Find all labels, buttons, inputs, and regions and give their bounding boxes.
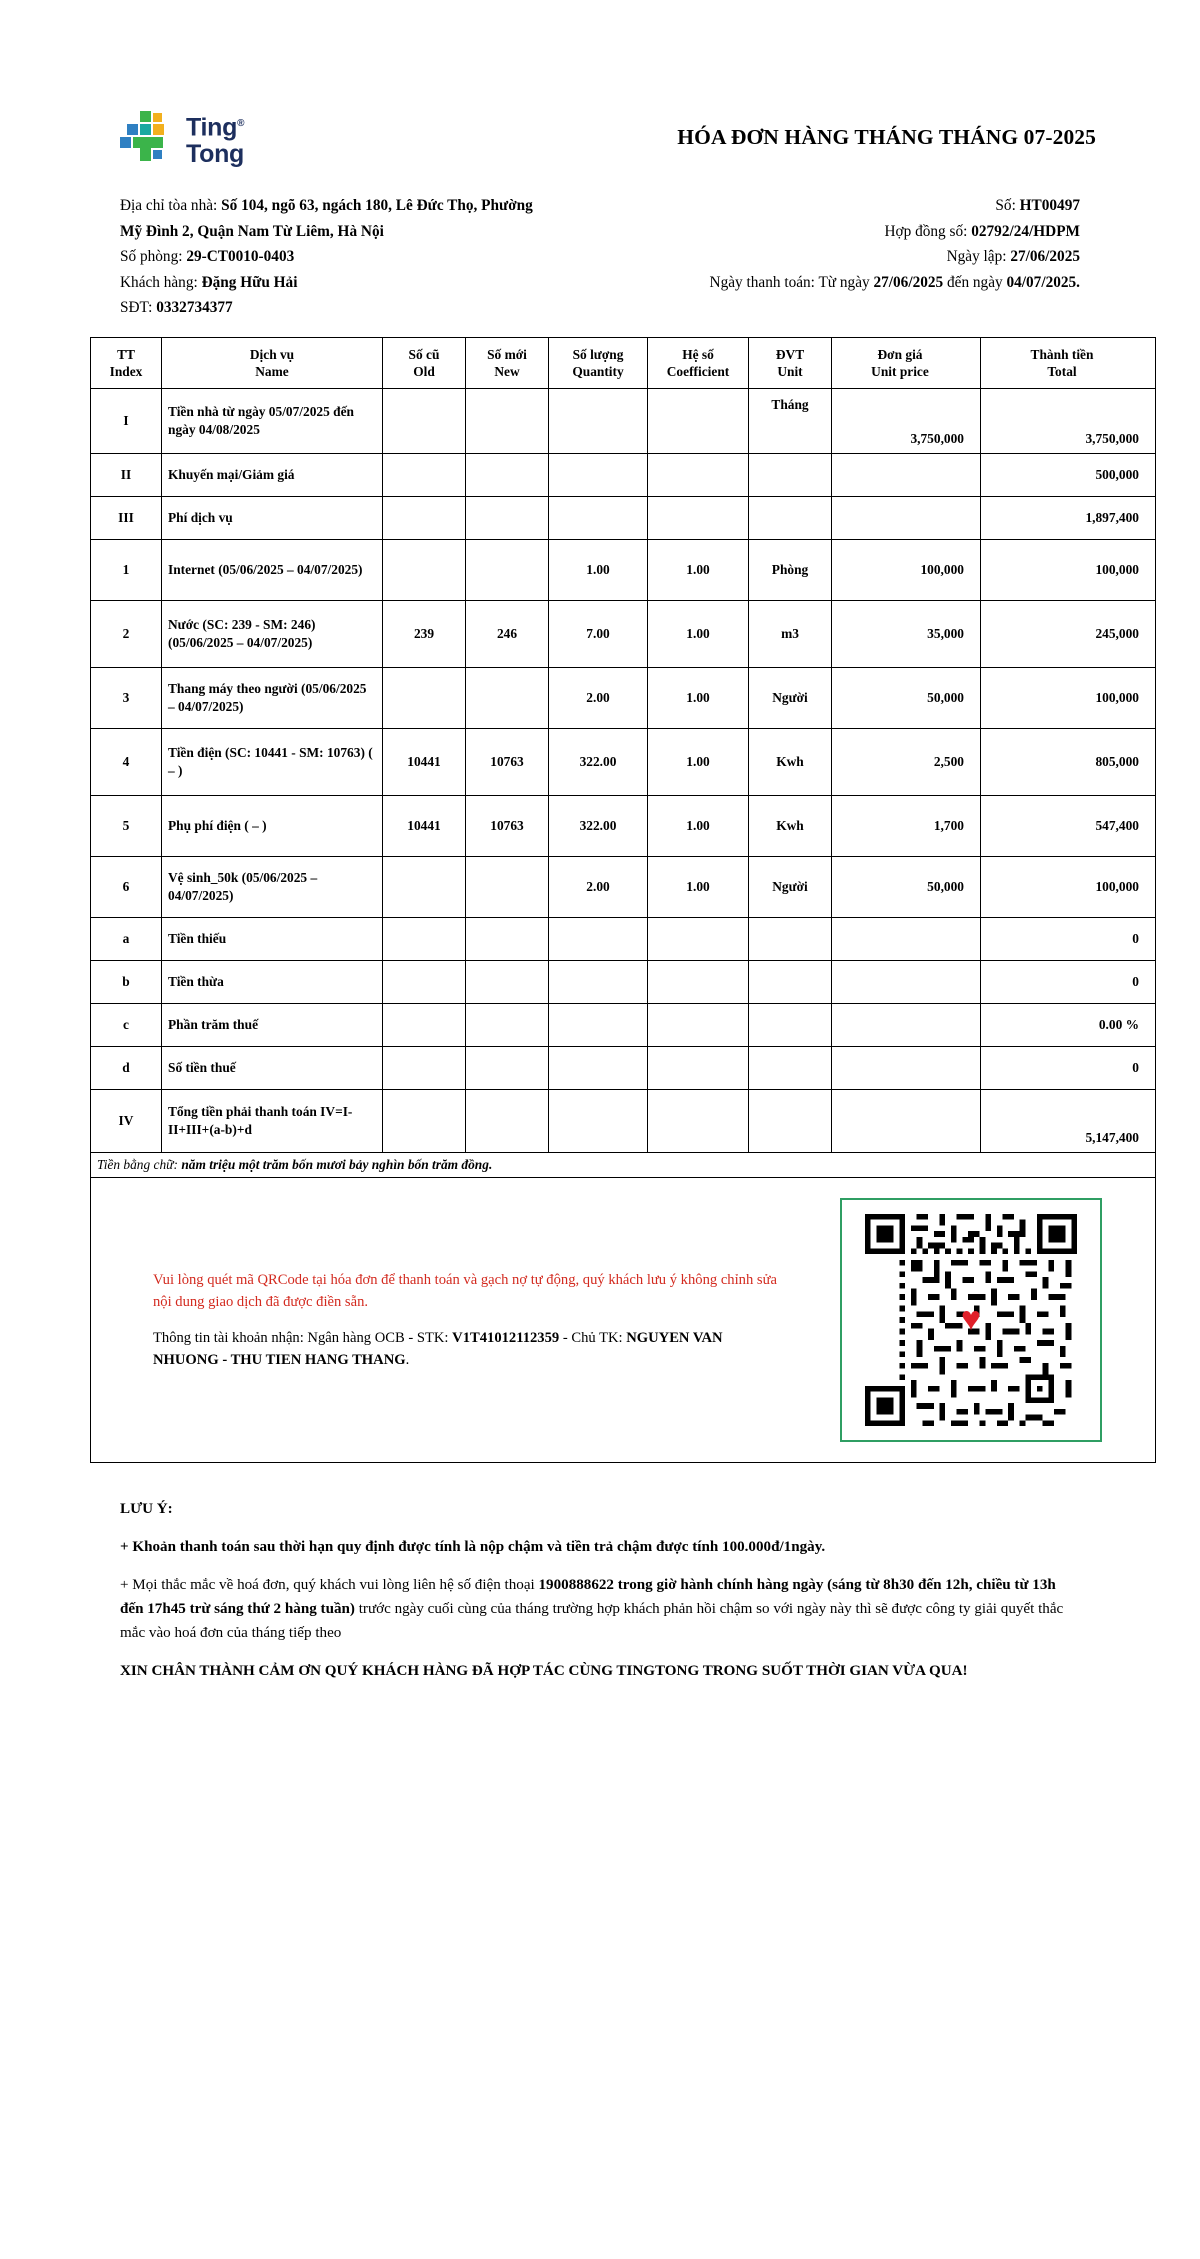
col-old-l2: Old <box>413 363 435 379</box>
row-name: Số tiền thuế <box>162 1046 383 1089</box>
col-quantity-l1: Số lượng <box>572 346 624 362</box>
row-old: 10441 <box>383 795 466 856</box>
row-index: b <box>91 960 162 1003</box>
row-unit: Phòng <box>749 539 832 600</box>
row-name: Phụ phí điện ( – ) <box>162 795 383 856</box>
col-new-l2: New <box>494 363 520 379</box>
col-total-l2: Total <box>1047 363 1077 379</box>
row-unit <box>749 960 832 1003</box>
col-new <box>466 337 549 388</box>
page-title: HÓA ĐƠN HÀNG THÁNG THÁNG 07-2025 <box>677 125 1096 149</box>
row-index: 3 <box>91 667 162 728</box>
qr-payment-cell <box>91 1177 1156 1462</box>
col-old-l1: Số cũ <box>408 346 440 362</box>
row-qty <box>549 1089 648 1152</box>
row-total: 0 <box>981 1046 1156 1089</box>
table-row <box>91 856 1156 917</box>
contract-number-label: Hợp đồng số: <box>884 222 968 240</box>
qr-payment-row <box>91 1177 1156 1462</box>
brand-name-line2: Tong <box>186 139 245 168</box>
col-new-l1: Số mới <box>487 346 527 362</box>
row-unit <box>749 453 832 496</box>
row-old <box>383 667 466 728</box>
row-old <box>383 917 466 960</box>
table-row <box>91 728 1156 795</box>
row-qty: 7.00 <box>549 600 648 667</box>
bank-info-suffix: . <box>405 1351 410 1368</box>
row-unit: Kwh <box>749 728 832 795</box>
table-row <box>91 539 1156 600</box>
payment-period-mid: đến ngày <box>947 273 1003 291</box>
footer-note-contact-c: trước ngày cuối cùng của tháng trường hợp khách phản hồi chậm so với ngày này thì sẽ được công ty giải quyết thắc mắc vào hoá đơn của tháng tiếp theo <box>120 1600 1064 1641</box>
row-qty: 1.00 <box>549 539 648 600</box>
row-price: 35,000 <box>832 600 981 667</box>
customer-name <box>120 270 297 296</box>
row-coef <box>648 388 749 453</box>
table-row <box>91 388 1156 453</box>
col-unit-price-l2: Unit price <box>871 363 929 379</box>
col-index <box>91 337 162 388</box>
row-name: Khuyến mại/Giảm giá <box>162 453 383 496</box>
col-name-l2: Name <box>255 363 289 379</box>
row-new <box>466 917 549 960</box>
footer-note-late-fee: + Khoản thanh toán sau thời hạn quy định được tính là nộp chậm và tiền trả chậm được tính 100.000đ/1ngày. <box>120 1538 826 1555</box>
row-index: 4 <box>91 728 162 795</box>
row-index: 6 <box>91 856 162 917</box>
row-old <box>383 496 466 539</box>
row-coef <box>648 496 749 539</box>
row-old <box>383 1089 466 1152</box>
table-row <box>91 795 1156 856</box>
footer-note-contact <box>120 1573 1080 1645</box>
row-old <box>383 856 466 917</box>
room-number <box>120 244 294 270</box>
col-unit-l1: ĐVT <box>775 346 805 362</box>
qr-code-container <box>811 1182 1149 1458</box>
row-new: 246 <box>466 600 549 667</box>
col-name <box>162 337 383 388</box>
row-price <box>832 960 981 1003</box>
invoice-header <box>90 105 1110 167</box>
row-new <box>466 496 549 539</box>
bank-account-holder: NGUYEN VAN NHUONG - THU TIEN HANG THANG <box>153 1329 723 1368</box>
footer-thanks: XIN CHÂN THÀNH CẢM ƠN QUÝ KHÁCH HÀNG ĐÃ HỢP TÁC CÙNG TINGTONG TRONG SUỐT THỜI GIAN VỪA QUA! <box>120 1662 968 1679</box>
row-coef: 1.00 <box>648 795 749 856</box>
col-coefficient-l2: Coefficient <box>666 363 730 379</box>
row-new: 10763 <box>466 795 549 856</box>
row-index: 2 <box>91 600 162 667</box>
row-index: 5 <box>91 795 162 856</box>
row-new <box>466 453 549 496</box>
row-name: Tiền nhà từ ngày 05/07/2025 đến ngày 04/08/2025 <box>162 388 383 453</box>
row-new <box>466 1003 549 1046</box>
customer-name-value: Đặng Hữu Hải <box>201 273 298 291</box>
row-total: 0.00 % <box>981 1003 1156 1046</box>
row-coef <box>648 1003 749 1046</box>
row-old <box>383 1003 466 1046</box>
qr-code-image[interactable] <box>865 1214 1077 1426</box>
row-price: 2,500 <box>832 728 981 795</box>
row-unit: Tháng <box>749 388 832 453</box>
customer-phone <box>120 295 233 321</box>
row-coef: 1.00 <box>648 600 749 667</box>
row-old: 10441 <box>383 728 466 795</box>
row-new <box>466 539 549 600</box>
row-total: 5,147,400 <box>981 1089 1156 1152</box>
bank-info-prefix: Thông tin tài khoản nhận: Ngân hàng OCB - STK: <box>153 1329 449 1346</box>
room-number-value: 29-CT0010-0403 <box>186 248 295 265</box>
hotline-number: 1900888622 <box>538 1576 614 1593</box>
row-coef <box>648 917 749 960</box>
row-coef: 1.00 <box>648 539 749 600</box>
row-index: 1 <box>91 539 162 600</box>
invoice-number <box>995 193 1080 219</box>
table-row <box>91 667 1156 728</box>
row-old <box>383 960 466 1003</box>
row-unit <box>749 1046 832 1089</box>
row-index: d <box>91 1046 162 1089</box>
row-coef: 1.00 <box>648 728 749 795</box>
col-old <box>383 337 466 388</box>
col-total-l1: Thành tiền <box>1030 346 1094 362</box>
row-name: Tiền điện (SC: 10441 - SM: 10763) ( – ) <box>162 728 383 795</box>
row-price: 100,000 <box>832 539 981 600</box>
col-quantity <box>549 337 648 388</box>
col-unit-price <box>832 337 981 388</box>
row-name: Thang máy theo người (05/06/2025 – 04/07/2025) <box>162 667 383 728</box>
row-qty <box>549 960 648 1003</box>
row-total: 100,000 <box>981 856 1156 917</box>
table-row <box>91 960 1156 1003</box>
row-coef: 1.00 <box>648 667 749 728</box>
row-price <box>832 1003 981 1046</box>
amount-in-words <box>91 1152 1156 1177</box>
col-index-l2: Index <box>109 363 143 379</box>
row-price <box>832 1046 981 1089</box>
table-row <box>91 453 1156 496</box>
row-qty: 322.00 <box>549 728 648 795</box>
table-row <box>91 1003 1156 1046</box>
row-coef: 1.00 <box>648 856 749 917</box>
row-new <box>466 388 549 453</box>
bank-info-mid: - Chủ TK: <box>562 1329 623 1346</box>
row-total: 100,000 <box>981 667 1156 728</box>
footer-note-contact-hours: trong giờ hành chính hàng ngày (sáng từ 8h30 đến 12h, chiều từ 13h đến 17h45 trừ sáng thứ 2 hàng tuần) <box>120 1576 1056 1617</box>
row-name: Phần trăm thuế <box>162 1003 383 1046</box>
row-price <box>832 453 981 496</box>
footer-title: LƯU Ý: <box>120 1500 173 1517</box>
row-name: Tiền thiếu <box>162 917 383 960</box>
col-total <box>981 337 1156 388</box>
brand-name <box>186 111 244 166</box>
building-address-value-2: Mỹ Đình 2, Quận Nam Từ Liêm, Hà Nội <box>120 222 384 240</box>
bank-account-number: V1T41012112359 <box>452 1329 560 1346</box>
row-unit <box>749 917 832 960</box>
row-new <box>466 667 549 728</box>
qr-instructions <box>97 1251 811 1389</box>
row-qty <box>549 388 648 453</box>
row-name: Phí dịch vụ <box>162 496 383 539</box>
row-price: 3,750,000 <box>832 388 981 453</box>
row-index: III <box>91 496 162 539</box>
row-old <box>383 388 466 453</box>
created-date-value: 27/06/2025 <box>1010 248 1080 265</box>
row-name: Vệ sinh_50k (05/06/2025 – 04/07/2025) <box>162 856 383 917</box>
customer-phone-label: SĐT: <box>120 299 153 316</box>
invoice-meta <box>90 193 1110 321</box>
col-name-l1: Dịch vụ <box>249 346 295 362</box>
row-total: 245,000 <box>981 600 1156 667</box>
row-price: 1,700 <box>832 795 981 856</box>
row-new <box>466 960 549 1003</box>
row-old: 239 <box>383 600 466 667</box>
row-old <box>383 453 466 496</box>
brand-logo <box>90 105 244 167</box>
invoice-number-value: HT00497 <box>1019 197 1080 214</box>
row-qty <box>549 1046 648 1089</box>
building-address-label: Địa chỉ tòa nhà: <box>120 197 218 214</box>
table-header-row <box>91 337 1156 388</box>
row-unit <box>749 1003 832 1046</box>
row-total: 0 <box>981 917 1156 960</box>
row-total: 100,000 <box>981 539 1156 600</box>
col-unit-price-l1: Đơn giá <box>877 346 923 362</box>
building-address-value: Số 104, ngõ 63, ngách 180, Lê Đức Thọ, Phường <box>221 197 533 214</box>
payment-period-to: 04/07/2025. <box>1006 273 1080 291</box>
row-coef <box>648 1089 749 1152</box>
row-new <box>466 1046 549 1089</box>
col-unit <box>749 337 832 388</box>
contract-number-value: 02792/24/HDPM <box>971 222 1080 240</box>
row-new <box>466 856 549 917</box>
footer-note-contact-a: + Mọi thắc mắc về hoá đơn, quý khách vui lòng liên hệ số điện thoại <box>120 1576 535 1593</box>
tingtong-logo-icon <box>120 111 176 167</box>
invoice-table-body <box>91 388 1156 1462</box>
payment-period <box>710 270 1080 296</box>
row-index: I <box>91 388 162 453</box>
col-index-l1: TT <box>117 346 135 362</box>
table-row <box>91 1046 1156 1089</box>
table-row-total <box>91 1089 1156 1152</box>
row-total: 0 <box>981 960 1156 1003</box>
payment-period-from: 27/06/2025 <box>873 273 944 291</box>
amount-in-words-row <box>91 1152 1156 1177</box>
invoice-number-label: Số: <box>995 197 1016 214</box>
row-total: 547,400 <box>981 795 1156 856</box>
customer-name-label: Khách hàng: <box>120 273 198 291</box>
row-unit <box>749 496 832 539</box>
row-qty: 2.00 <box>549 856 648 917</box>
row-qty <box>549 496 648 539</box>
created-date <box>947 244 1080 270</box>
table-row <box>91 496 1156 539</box>
row-total: 3,750,000 <box>981 388 1156 453</box>
row-price <box>832 917 981 960</box>
table-row <box>91 917 1156 960</box>
row-index: II <box>91 453 162 496</box>
row-new: 10763 <box>466 728 549 795</box>
row-index: c <box>91 1003 162 1046</box>
col-unit-l2: Unit <box>777 363 803 379</box>
row-qty: 322.00 <box>549 795 648 856</box>
row-price: 50,000 <box>832 856 981 917</box>
row-qty <box>549 1003 648 1046</box>
room-number-label: Số phòng: <box>120 248 183 265</box>
row-coef <box>648 1046 749 1089</box>
row-name: Nước (SC: 239 - SM: 246) (05/06/2025 – 04/07/2025) <box>162 600 383 667</box>
brand-trademark: ® <box>237 118 245 130</box>
row-qty <box>549 917 648 960</box>
row-qty <box>549 453 648 496</box>
col-coefficient <box>648 337 749 388</box>
row-unit: m3 <box>749 600 832 667</box>
col-coefficient-l1: Hệ số <box>682 346 714 362</box>
payment-period-label: Ngày thanh toán: Từ ngày <box>709 273 870 291</box>
invoice-footer <box>90 1463 1110 1684</box>
row-old <box>383 539 466 600</box>
qr-warning-text: Vui lòng quét mã QRCode tại hóa đơn để thanh toán và gạch nợ tự động, quý khách lưu ý không chỉnh sửa nội dung giao dịch đã được điền sẵn. <box>153 1271 777 1310</box>
brand-name-line1: Ting <box>186 113 238 142</box>
row-unit: Người <box>749 856 832 917</box>
row-price <box>832 496 981 539</box>
row-coef <box>648 960 749 1003</box>
heart-icon: ♥ <box>960 1300 982 1338</box>
row-price: 50,000 <box>832 667 981 728</box>
row-total: 1,897,400 <box>981 496 1156 539</box>
col-quantity-l2: Quantity <box>572 363 624 379</box>
row-name: Tiền thừa <box>162 960 383 1003</box>
row-index: a <box>91 917 162 960</box>
row-unit <box>749 1089 832 1152</box>
amount-in-words-label: Tiền bằng chữ: <box>97 1156 178 1172</box>
row-unit: Người <box>749 667 832 728</box>
row-price <box>832 1089 981 1152</box>
qr-code-frame <box>840 1198 1102 1442</box>
row-unit: Kwh <box>749 795 832 856</box>
contract-number <box>885 219 1081 245</box>
invoice-table-head <box>91 337 1156 388</box>
amount-in-words-value: năm triệu một trăm bốn mươi bảy nghìn bốn trăm đồng. <box>181 1156 493 1172</box>
bank-info <box>153 1327 789 1371</box>
row-total: 500,000 <box>981 453 1156 496</box>
row-total: 805,000 <box>981 728 1156 795</box>
building-address <box>120 193 533 219</box>
row-new <box>466 1089 549 1152</box>
invoice-table <box>90 337 1156 1463</box>
customer-phone-value: 0332734377 <box>156 299 233 316</box>
row-name: Tổng tiền phải thanh toán IV=I-II+III+(a-b)+d <box>162 1089 383 1152</box>
row-old <box>383 1046 466 1089</box>
row-name: Internet (05/06/2025 – 04/07/2025) <box>162 539 383 600</box>
row-index: IV <box>91 1089 162 1152</box>
table-row <box>91 600 1156 667</box>
created-date-label: Ngày lập: <box>946 248 1007 265</box>
row-qty: 2.00 <box>549 667 648 728</box>
row-coef <box>648 453 749 496</box>
